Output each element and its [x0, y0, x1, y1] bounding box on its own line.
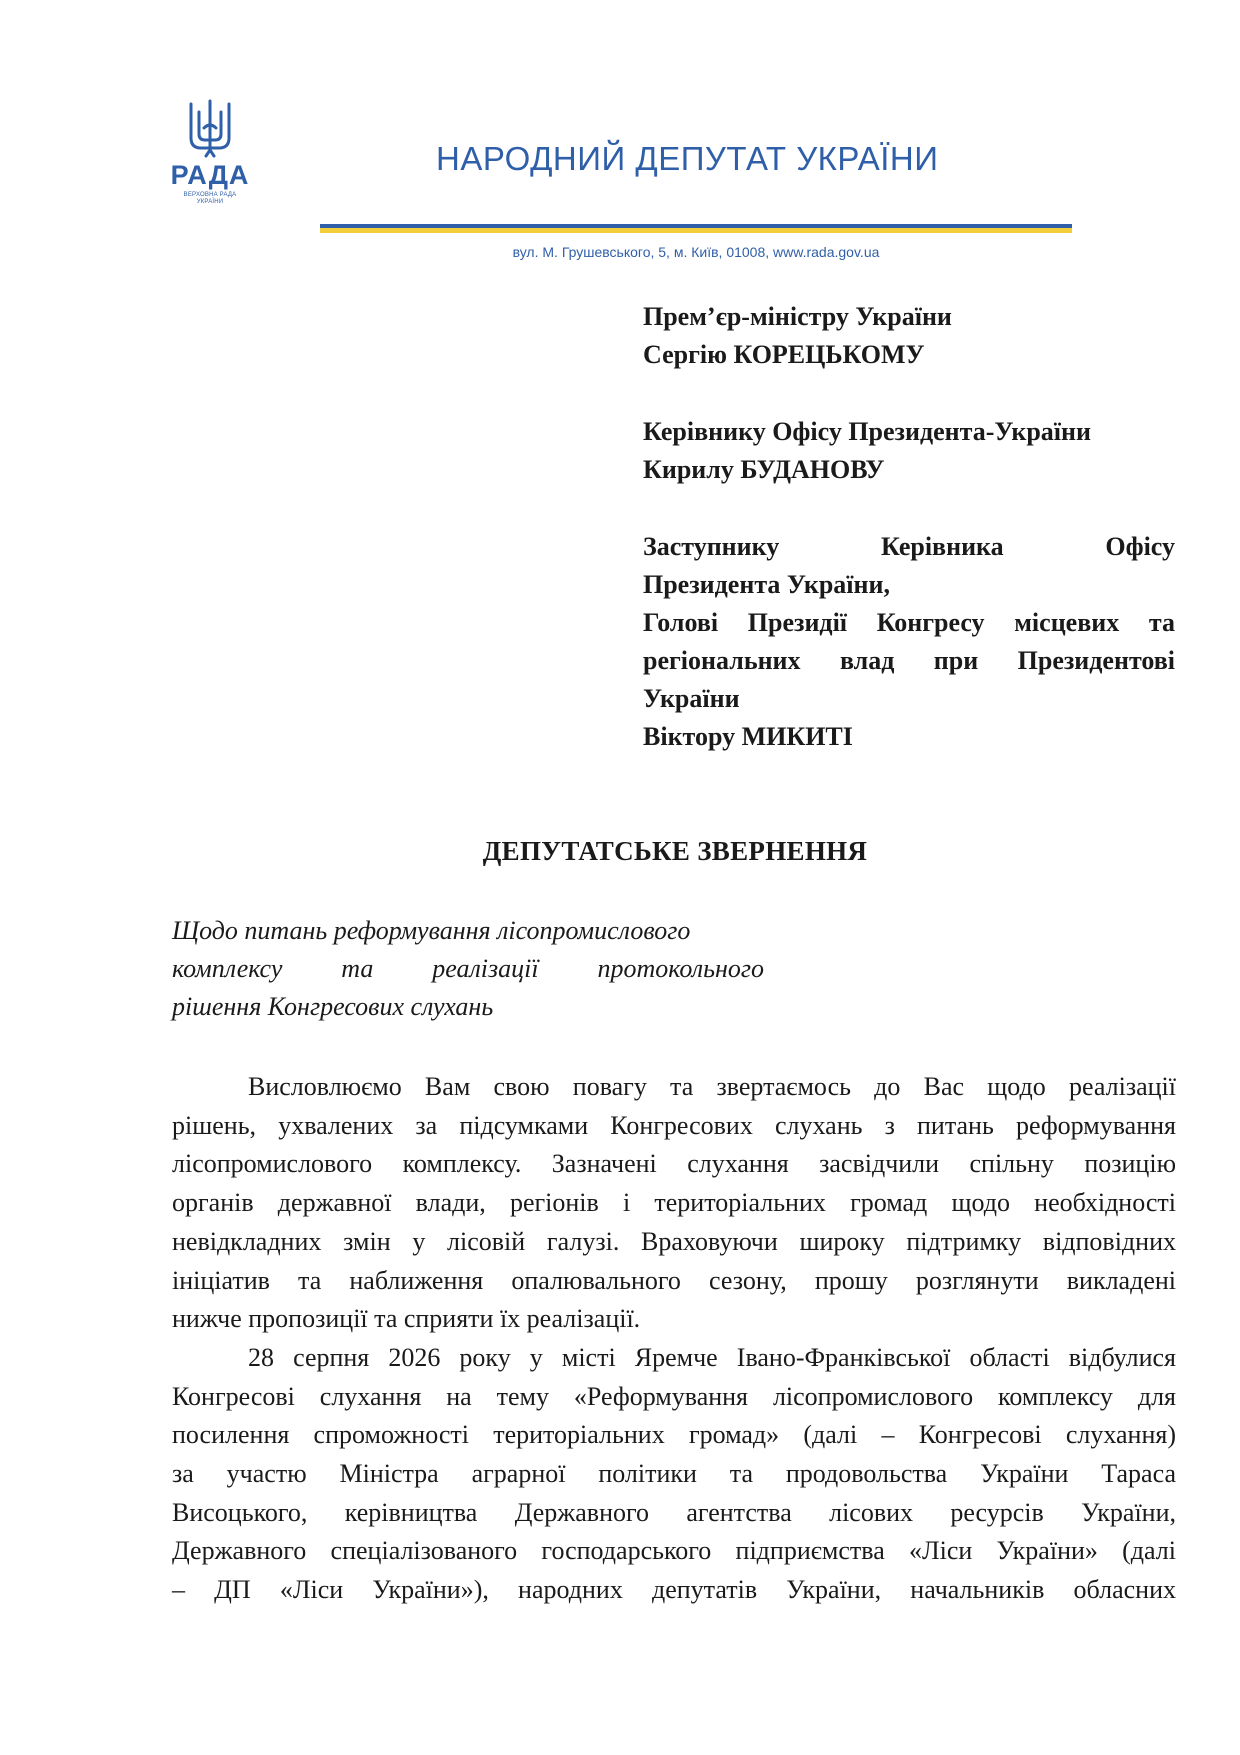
logo-subtext-line: УКРАЇНИ	[196, 199, 224, 205]
recipient-head-of-office	[643, 413, 1175, 489]
recipient-line: Сергію КОРЕЦЬКОМУ	[643, 340, 925, 369]
recipients-block	[643, 298, 1175, 795]
recipient-line: Віктору МИКИТІ	[643, 722, 853, 751]
document-subject	[172, 912, 764, 1026]
flag-yellow-stripe	[320, 228, 1072, 233]
body-line: за участю Міністра аграрної політики та продовольства України Тараса	[172, 1459, 1176, 1489]
body-line: Висловлюємо Вам свою повагу та звертаємось до Вас щодо реалізації	[248, 1072, 1176, 1101]
recipient-line: Голові Президії Конгресу місцевих та	[643, 608, 1175, 637]
logo-subtext-line: ВЕРХОВНА РАДА	[183, 192, 237, 198]
recipient-prime-minister	[643, 298, 1175, 374]
document-title: ДЕПУТАТСЬКЕ ЗВЕРНЕННЯ	[482, 836, 868, 866]
body-line: посилення спроможності територіальних громад» (далі – Конгресові слухання)	[172, 1420, 1176, 1450]
header-address: вул. М. Грушевського, 5, м. Київ, 01008, www.rada.gov.ua	[512, 244, 880, 260]
flag-divider	[320, 224, 1072, 233]
body-line: рішень, ухвалених за підсумками Конгресових слухань з питань реформування	[172, 1110, 1176, 1140]
subject-line: рішення Конгресових слухань	[172, 992, 494, 1021]
body-line: Конгресові слухання на тему «Реформування лісопромислового комплексу для	[172, 1381, 1176, 1411]
recipient-line: Заступнику Керівника Офісу	[643, 532, 1175, 561]
body-line: ініціатив та наближення опалювального сезону, прошу розглянути викладені	[172, 1265, 1176, 1295]
recipient-line: регіональних влад при Президентові	[643, 646, 1175, 675]
body-line: Державного спеціалізованого господарського підприємства «Ліси України» (далі	[172, 1536, 1176, 1566]
body-line: нижче пропозиції та сприяти їх реалізації.	[172, 1304, 641, 1334]
subject-line: комплексу та реалізації протокольного	[172, 954, 764, 983]
subject-line: Щодо питань реформування лісопромислового	[172, 916, 691, 945]
recipient-deputy-head	[643, 528, 1175, 756]
recipient-line: Кирилу БУДАНОВУ	[643, 455, 885, 484]
recipient-line: Прем’єр-міністру України	[643, 302, 952, 331]
recipient-line: України	[643, 684, 740, 713]
body-line: Висоцького, керівництва Державного агентства лісових ресурсів України,	[172, 1497, 1176, 1527]
trident-icon	[187, 98, 233, 158]
recipient-line: Президента України,	[643, 570, 890, 599]
document-body	[172, 1068, 1176, 1610]
body-line: органів державної влади, регіонів і територіальних громад щодо необхідності	[172, 1188, 1176, 1218]
body-line: – ДП «Ліси України»), народних депутатів України, начальників обласних	[172, 1575, 1176, 1605]
body-line: невідкладних змін у лісовій галузі. Враховуючи широку підтримку відповідних	[172, 1226, 1176, 1256]
logo-word: РАДА	[170, 160, 250, 190]
recipient-line: Керівнику Офісу Президента-України	[643, 417, 1091, 446]
header-title: НАРОДНИЙ ДЕПУТАТ УКРАЇНИ	[436, 140, 939, 177]
rada-logo	[160, 98, 260, 206]
body-line: лісопромислового комплексу. Зазначені слухання засвідчили спільну позицію	[172, 1149, 1176, 1179]
body-line: 28 серпня 2026 року у місті Яремче Івано-Франківської області відбулися	[248, 1342, 1176, 1372]
logo-subtext	[160, 192, 260, 206]
